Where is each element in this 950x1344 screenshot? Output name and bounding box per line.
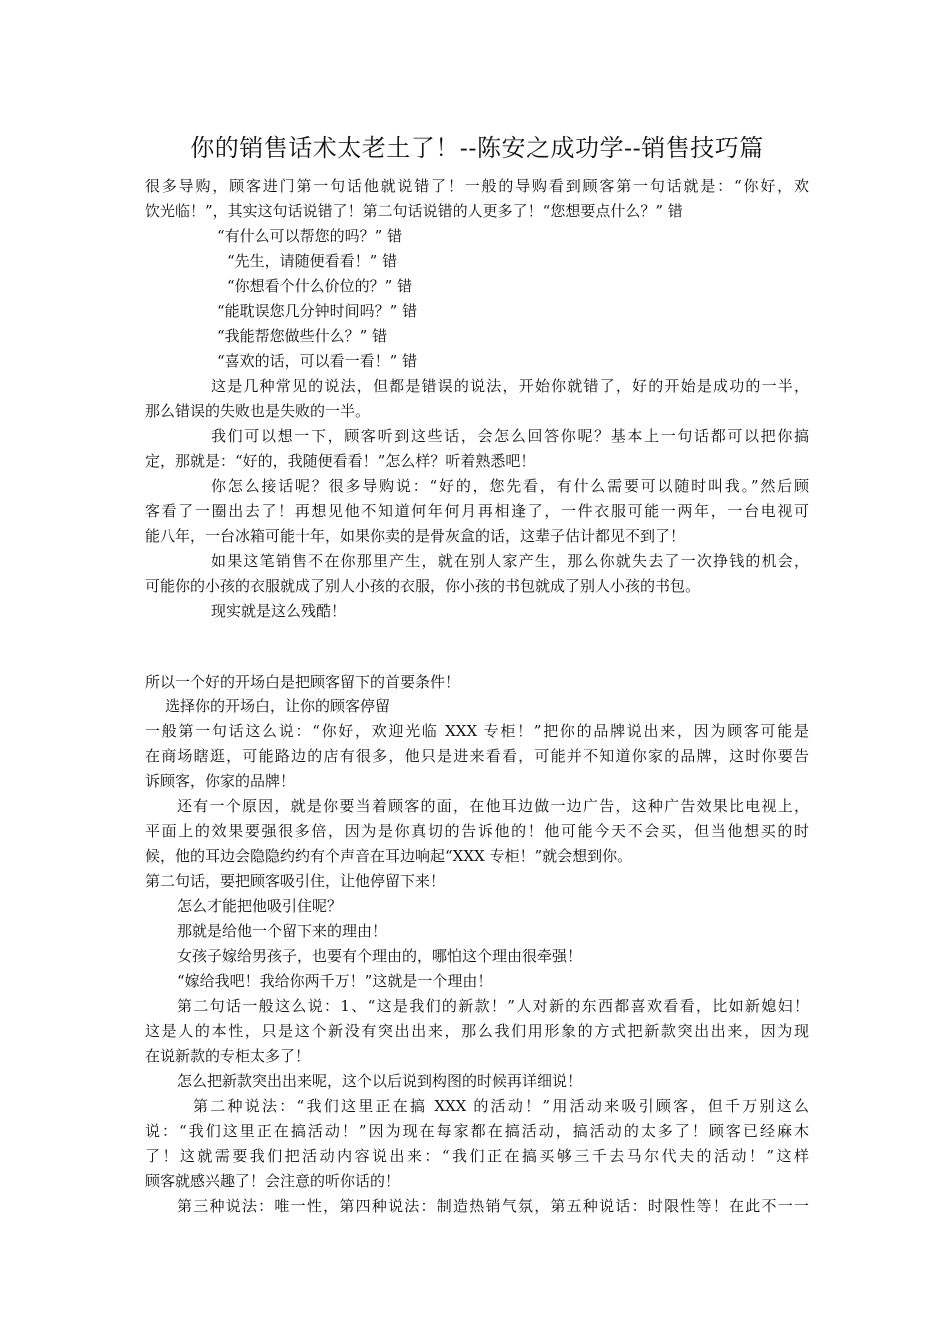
text-line: 诉顾客，你家的品牌！ xyxy=(145,772,296,790)
text-line: 能八年，一台冰箱可能十年，如果你卖的是骨灰盒的话，这辈子估计都见不到了！ xyxy=(145,527,686,545)
text-line: “喜欢的话，可以看一看！” 错 xyxy=(217,352,418,370)
text-line: 现实就是这么残酷！ xyxy=(211,602,347,620)
text-line: 了！这就需要我们把活动内容说出来：“我们正在搞买够三千去马尔代夫的活动！”这样 xyxy=(145,1147,809,1165)
text-line: 饮光临！”，其实这句话说错了！第二句话说错的人更多了！“您想要点什么？” 错 xyxy=(145,202,683,220)
text-line: 可能你的小孩的衣服就成了别人小孩的衣服，你小孩的书包就成了别人小孩的书包。 xyxy=(145,577,701,595)
text-line: 你怎么接话呢？很多导购说：“好的，您先看，有什么需要可以随时叫我。”然后顾 xyxy=(211,477,809,495)
text-line: 平面上的效果要强很多倍，因为是你真切的告诉他的！他可能今天不会买，但当他想买的时 xyxy=(145,822,809,840)
text-line: “有什么可以帮您的吗？” 错 xyxy=(217,227,403,245)
text-line: 还有一个原因，就是你要当着顾客的面，在他耳边做一边广告，这种广告效果比电视上， xyxy=(177,797,809,815)
text-line: 如果这笔销售不在你那里产生，就在别人家产生，那么你就失去了一次挣钱的机会， xyxy=(211,552,809,570)
text-line: 这是几种常见的说法，但都是错误的说法，开始你就错了，好的开始是成功的一半， xyxy=(211,377,809,395)
text-line: “我能帮您做些什么？” 错 xyxy=(217,327,388,345)
text-line: 顾客就感兴趣了！会注意的听你话的！ xyxy=(145,1172,401,1190)
text-line: 那就是给他一个留下来的理由！ xyxy=(177,922,388,940)
text-line: 所以一个好的开场白是把顾客留下的首要条件！ xyxy=(145,673,461,691)
text-line: 一般第一句话这么说：“你好，欢迎光临 XXX 专柜！”把你的品牌说出来，因为顾客可能是 xyxy=(145,722,809,740)
text-line: 怎么才能把他吸引住呢？ xyxy=(177,897,343,915)
text-line: “先生，请随便看看！” 错 xyxy=(227,252,398,270)
text-line: 在说新款的专柜太多了！ xyxy=(145,1047,311,1065)
text-line: “嫁给我吧！我给你两千万！”这就是一个理由！ xyxy=(177,972,493,990)
text-line: 那么错误的失败也是失败的一半。 xyxy=(145,402,371,420)
text-line: “能耽误您几分钟时间吗？” 错 xyxy=(217,302,418,320)
text-line: 怎么把新款突出出来呢，这个以后说到构图的时候再详细说！ xyxy=(177,1072,583,1090)
text-line: 候，他的耳边会隐隐约约有个声音在耳边响起“XXX 专柜！”就会想到你。 xyxy=(145,847,633,865)
text-line: 定，那就是：“好的，我随便看看！”怎么样？听着熟悉吧！ xyxy=(145,452,536,470)
document-title: 你的销售话术太老土了！--陈安之成功学--销售技巧篇 xyxy=(190,134,764,162)
text-line: 选择你的开场白，让你的顾客停留 xyxy=(165,697,391,715)
text-line: 客看了一圈出去了！再想见他不知道何年何月再相逢了，一件衣服可能一两年，一台电视可 xyxy=(145,502,809,520)
text-line: 女孩子嫁给男孩子，也要有个理由的，哪怕这个理由很牵强！ xyxy=(177,947,583,965)
text-line: 很多导购，顾客进门第一句话他就说错了！一般的导购看到顾客第一句话就是：“你好，欢 xyxy=(145,177,809,195)
text-line: 第二句话一般这么说：1、“这是我们的新款！”人对新的东西都喜欢看看，比如新媳妇！ xyxy=(177,997,809,1015)
text-line: 我们可以想一下，顾客听到这些话，会怎么回答你呢？基本上一句话都可以把你搞 xyxy=(211,427,809,445)
text-line: 第三种说法：唯一性，第四种说法：制造热销气氛，第五种说话：时限性等！在此不一一 xyxy=(177,1197,809,1215)
text-line: 第二种说法：“我们这里正在搞 XXX 的活动！”用活动来吸引顾客，但千万别这么 xyxy=(193,1097,809,1115)
text-line: 说：“我们这里正在搞活动！”因为现在每家都在搞活动，搞活动的太多了！顾客已经麻木 xyxy=(145,1122,809,1140)
text-line: “你想看个什么价位的？” 错 xyxy=(227,277,413,295)
text-line: 第二句话，要把顾客吸引住，让他停留下来！ xyxy=(145,872,446,890)
text-line: 在商场瞎逛，可能路边的店有很多，他只是进来看看，可能并不知道你家的品牌，这时你要告 xyxy=(145,747,809,765)
text-line: 这是人的本性，只是这个新没有突出出来，那么我们用形象的方式把新款突出出来，因为现 xyxy=(145,1022,809,1040)
